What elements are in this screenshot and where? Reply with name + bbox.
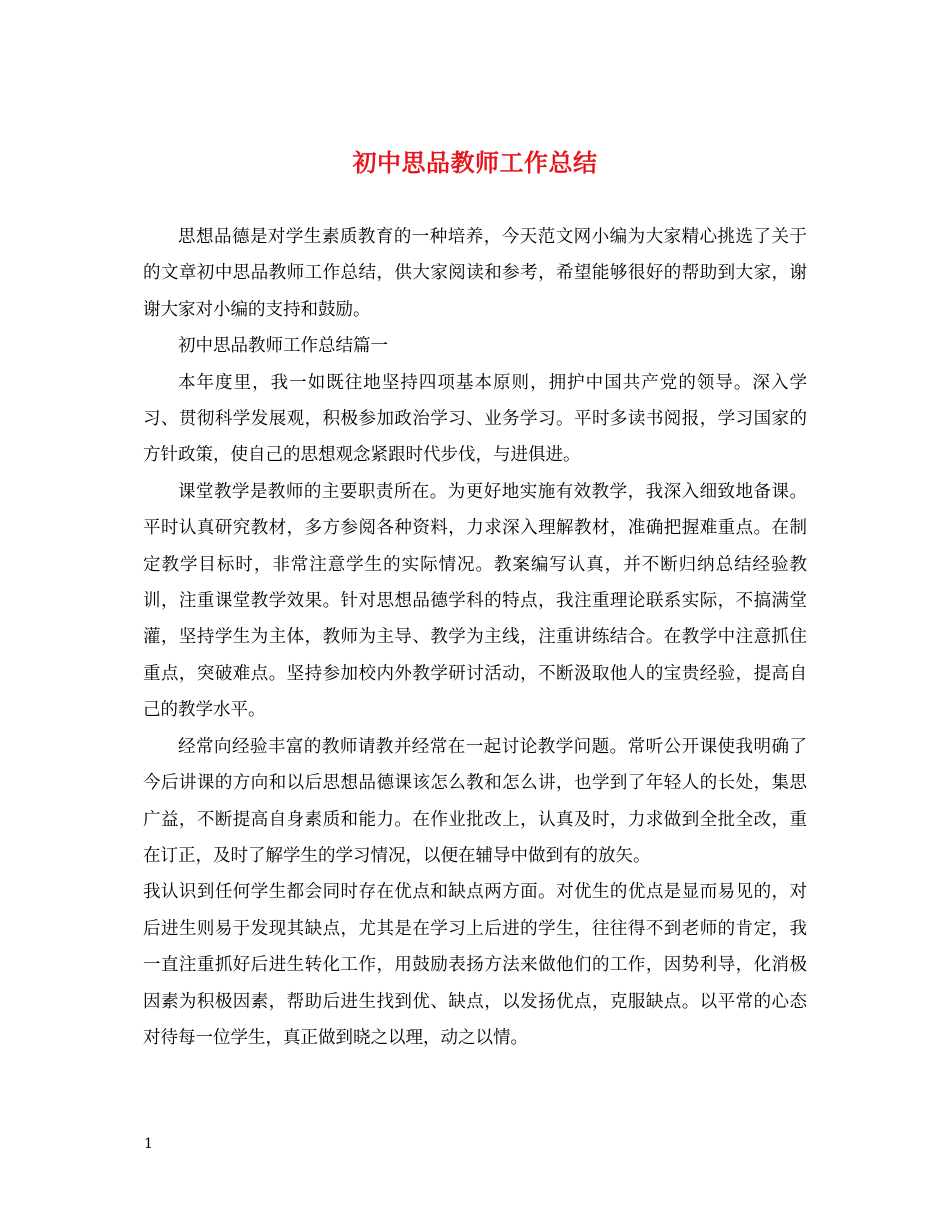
section-heading: 初中思品教师工作总结篇一 [178,336,388,357]
page-number: 1 [144,1136,153,1152]
paragraph-teaching: 课堂教学是教师的主要职责所在。为更好地实施有效教学，我深入细致地备课。平时认真研究教材，多方参阅各种资料，力求深入理解教材，准确把握难重点。在制定教学目标时，非常注意学生的实际情况。教案编写认真，并不断归纳总结经验教训，注重课堂教学效果。针对思想品德学科的特点，我注重理论联系实际，不搞满堂灌，坚持学生为主体，教师为主导、教学为主线，注重讲练结合。在教学中注意抓住重点，突破难点。坚持参加校内外教学研讨活动，不断汲取他人的宝贵经验，提高自己的教学水平。 [143,481,807,721]
paragraph-learning: 经常向经验丰富的教师请教并经常在一起讨论教学问题。常听公开课使我明确了今后讲课的方向和以后思想品德课该怎么教和怎么讲，也学到了年轻人的长处，集思广益，不断提高自身素质和能力。在作业批改上，认真及时，力求做到全批全改，重在订正，及时了解学生的学习情况，以便在辅导中做到有的放矢。 [143,736,807,866]
paragraph-intro: 思想品德是对学生素质教育的一种培养，今天范文网小编为大家精心挑选了关于的文章初中思品教师工作总结，供大家阅读和参考，希望能够很好的帮助到大家，谢谢大家对小编的支持和鼓励。 [143,227,807,320]
document-title: 初中思品教师工作总结 [352,148,598,177]
document-body [143,219,807,1056]
paragraph-politics: 本年度里，我一如既往地坚持四项基本原则，拥护中国共产党的领导。深入学习、贯彻科学发展观，积极参加政治学习、业务学习。平时多读书阅报，学习国家的方针政策，使自己的思想观念紧跟时代步伐，与进俱进。 [143,372,807,466]
paragraph-students: 我认识到任何学生都会同时存在优点和缺点两方面。对优生的优点是显而易见的，对后进生则易于发现其缺点，尤其是在学习上后进的学生，往往得不到老师的肯定，我一直注重抓好后进生转化工作，用鼓励表扬方法来做他们的工作，因势利导，化消极因素为积极因素，帮助后进生找到优、缺点，以发扬优点，克服缺点。以平常的心态对待每一位学生，真正做到晓之以理，动之以情。 [143,882,807,1048]
